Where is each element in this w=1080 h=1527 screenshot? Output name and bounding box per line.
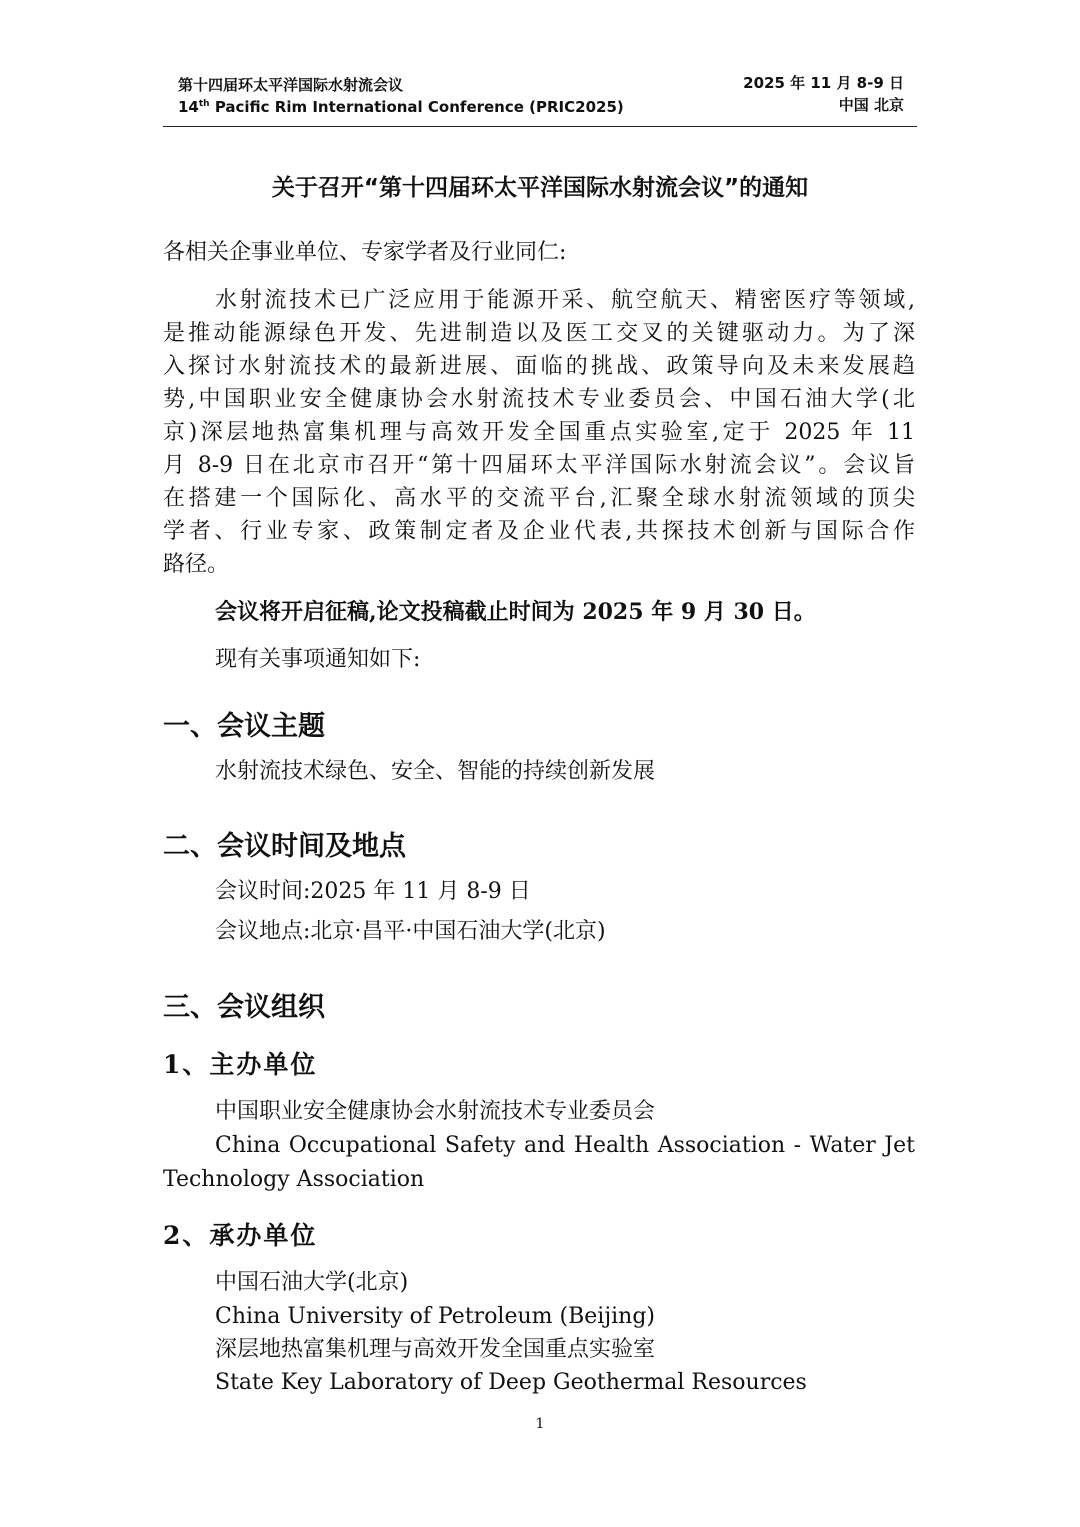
- header-title-en-num: 14: [178, 98, 199, 116]
- header-title-en: [178, 96, 624, 118]
- page-number: 1: [535, 1416, 545, 1432]
- intro-line-9: 路径。: [163, 552, 230, 577]
- section-organization-heading: 三、会议组织: [163, 992, 325, 1023]
- organizer-2-en: State Key Laboratory of Deep Geothermal Resources: [215, 1370, 807, 1395]
- header-date: 2025 年 11 月 8-9 日: [743, 74, 904, 92]
- header-title-en-text: Pacific Rim International Conference (PRIC2025): [209, 98, 624, 116]
- organizer-1-en: China University of Petroleum (Beijing): [215, 1304, 656, 1329]
- header-divider: [163, 126, 917, 127]
- host-name-en-line1: China Occupational Safety and Health Association - Water Jet: [215, 1133, 915, 1158]
- intro-line-5: 京)深层地热富集机理与高效开发全国重点实验室,定于 2025 年 11: [163, 420, 915, 445]
- section-time-place-heading: 二、会议时间及地点: [163, 831, 406, 862]
- greeting: 各相关企事业单位、专家学者及行业同仁:: [163, 240, 567, 265]
- notice-title: 关于召开“第十四届环太平洋国际水射流会议”的通知: [271, 175, 809, 201]
- section-theme-heading: 一、会议主题: [163, 711, 325, 742]
- host-heading: 1、主办单位: [163, 1050, 318, 1079]
- notice-intro: 现有关事项通知如下:: [215, 647, 421, 672]
- header-conference-name: [178, 74, 624, 118]
- meeting-place: 会议地点:北京·昌平·中国石油大学(北京): [215, 919, 606, 944]
- header-title-cn: 第十四届环太平洋国际水射流会议: [178, 76, 404, 94]
- organizer-2-cn: 深层地热富集机理与高效开发全国重点实验室: [215, 1337, 656, 1362]
- intro-line-2: 是推动能源绿色开发、先进制造以及医工交叉的关键驱动力。为了深: [163, 321, 915, 346]
- organizer-1-cn: 中国石油大学(北京): [215, 1270, 409, 1295]
- header-location: 中国 北京: [838, 96, 904, 114]
- intro-line-3: 入探讨水射流技术的最新进展、面临的挑战、政策导向及未来发展趋: [163, 354, 915, 379]
- intro-line-6: 月 8-9 日在北京市召开“第十四届环太平洋国际水射流会议”。会议旨: [163, 453, 915, 478]
- header-date-location: [743, 72, 904, 116]
- organizer-heading: 2、承办单位: [163, 1221, 318, 1250]
- meeting-time: 会议时间:2025 年 11 月 8-9 日: [215, 879, 531, 904]
- deadline-note: 会议将开启征稿,论文投稿截止时间为 2025 年 9 月 30 日。: [215, 599, 816, 625]
- intro-line-8: 学者、行业专家、政策制定者及企业代表,共探技术创新与国际合作: [163, 519, 915, 544]
- host-name-cn: 中国职业安全健康协会水射流技术专业委员会: [215, 1099, 656, 1124]
- intro-line-1: 水射流技术已广泛应用于能源开采、航空航天、精密医疗等领域,: [215, 288, 915, 313]
- header-title-en-sup: th: [198, 99, 210, 109]
- intro-line-4: 势,中国职业安全健康协会水射流技术专业委员会、中国石油大学(北: [163, 387, 915, 412]
- host-name-en-line2: Technology Association: [163, 1167, 425, 1192]
- intro-line-7: 在搭建一个国际化、高水平的交流平台,汇聚全球水射流领域的顶尖: [163, 486, 915, 511]
- theme-text: 水射流技术绿色、安全、智能的持续创新发展: [215, 759, 656, 784]
